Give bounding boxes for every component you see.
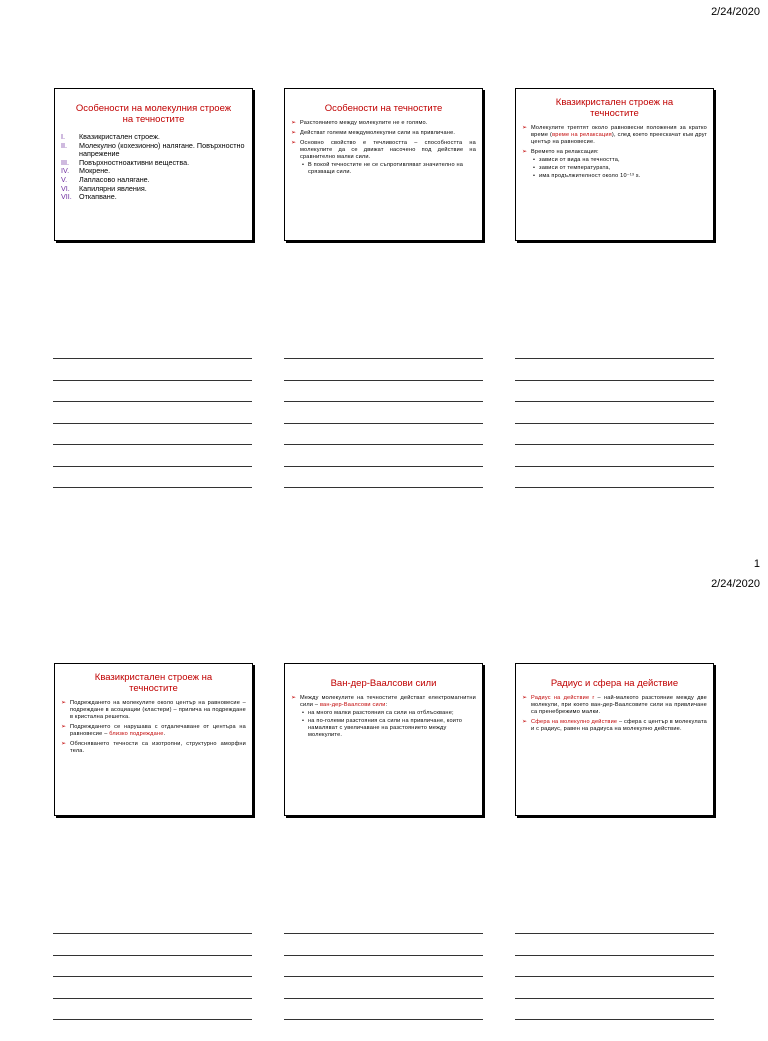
list-text: Мокрене. — [79, 166, 111, 176]
sub-item — [531, 157, 707, 164]
list-text: Откапване. — [79, 192, 117, 202]
bullet-item — [522, 695, 707, 716]
sub-item — [300, 710, 476, 717]
slide-5 — [284, 663, 483, 816]
list-number: V. — [61, 174, 68, 184]
highlight-term: време на релаксация — [552, 132, 612, 138]
bullet-item — [522, 719, 707, 733]
bullet-item — [291, 140, 476, 176]
bullet-text: Основно свойство е течливостта – способността на молекулите да се движат насочено под действие на сравнително малки сили. — [300, 140, 476, 160]
bullet-text: Между молекулите на течностите действат електромагнитни сили – — [300, 695, 476, 708]
sub-text: В покой течностите не се съпротивляват значително на срязващи сили. — [308, 162, 464, 175]
sub-list — [300, 162, 476, 176]
sub-item — [531, 173, 707, 180]
bullet-text: ), след което преескачат към друг център на равновесие. — [531, 132, 707, 145]
bullet-item — [61, 724, 246, 738]
note-lines — [515, 933, 714, 1041]
slide-3 — [515, 88, 714, 241]
sub-item — [300, 162, 476, 176]
highlight-term: Радиус на действие r — [531, 695, 595, 701]
list-number: III. — [61, 157, 69, 167]
bullet-item — [522, 125, 707, 146]
bullet-list — [61, 700, 246, 755]
slide-2 — [284, 88, 483, 241]
list-number: II. — [61, 140, 67, 150]
sub-text: зависи от вида на течността, — [539, 157, 620, 163]
list-number: VII. — [61, 192, 72, 202]
list-number: VI. — [61, 183, 70, 193]
bullet-text: – най-малкото разстояние между две молекули, при което ван-дер-Ваалсовите сили на привличане са пренебрежимо малки. — [531, 695, 707, 715]
bullet-list — [291, 695, 476, 739]
list-text: Молекулно (кохезионно) налягане. Повърхностно напрежение — [79, 140, 245, 159]
list-item — [61, 142, 246, 159]
list-item — [61, 193, 246, 202]
slide-title: Квазикристален строеж на течностите — [94, 672, 213, 694]
sub-list — [531, 157, 707, 180]
bullet-item — [291, 120, 476, 127]
list-text: Капилярни явления. — [79, 183, 147, 193]
bullet-text: . — [163, 731, 166, 737]
bullet-text: Подреждането на молекулите около център на равновесие – подреждане в асоциации (кластери) – прилича на подреждане в кристална решетка. — [70, 700, 246, 720]
bullet-text: – сфера с център в молекулата и с радиус, равен на радиуса на молекулно действие. — [531, 719, 707, 732]
sub-item — [531, 165, 707, 172]
note-lines — [284, 358, 483, 509]
roman-list — [61, 133, 246, 202]
list-text: Квазикристален строеж. — [79, 132, 160, 141]
sub-text: на по-големи разстояния са сили на привличане, които намаляват с увеличаване на разстоянието между молекулите. — [308, 718, 463, 738]
bullet-text: Молекулите трептят около равновесни положения за кратко време ( — [531, 125, 707, 138]
bullet-item — [522, 149, 707, 180]
bullet-text: : — [385, 702, 388, 708]
sub-text: има продължителност около 10⁻¹³ s. — [539, 173, 641, 179]
note-lines — [515, 358, 714, 509]
note-lines — [53, 933, 252, 1041]
sub-text: на много малки разстояния са сили на отблъскване; — [308, 710, 454, 716]
list-number: I. — [61, 132, 65, 141]
bullet-text: Разстоянието между молекулите не е голямо. — [300, 120, 428, 126]
bullet-list — [522, 695, 707, 733]
slide-title: Особености на течностите — [324, 103, 443, 114]
date-stamp: 2/24/2020 — [711, 578, 760, 590]
bullet-list — [291, 120, 476, 176]
list-text: Лапласово налягане. — [79, 174, 150, 184]
slide-title: Радиус и сфера на действие — [550, 678, 679, 689]
bullet-item — [291, 695, 476, 739]
list-text: Повърхностноактивни вещества. — [79, 157, 190, 167]
slide-1 — [54, 88, 253, 241]
bullet-item — [61, 741, 246, 755]
bullet-item — [291, 130, 476, 137]
sub-text: зависи от температурата, — [539, 165, 611, 171]
bullet-text: Времето на релаксация: — [531, 149, 599, 155]
page-number: 1 — [753, 558, 760, 570]
list-number: IV. — [61, 166, 70, 176]
highlight-term: ван-дер-Ваалсови сили — [319, 702, 386, 708]
slide-6 — [515, 663, 714, 816]
slide-title: Особености на молекулния строеж на течностите — [75, 103, 232, 125]
note-lines — [284, 933, 483, 1041]
bullet-item — [61, 700, 246, 721]
bullet-list — [522, 125, 707, 180]
sub-list — [300, 710, 476, 739]
note-lines — [53, 358, 252, 509]
slide-4 — [54, 663, 253, 816]
bullet-text: Подреждането се нарушава с отдалечаване от центъра на равновесие – — [70, 724, 246, 737]
date-stamp: 2/24/2020 — [711, 6, 760, 18]
bullet-text: Обясняването течности са изотропни, структурно аморфни тела. — [70, 741, 246, 754]
slide-title: Квазикристален строеж на течностите — [555, 97, 674, 119]
sub-item — [300, 718, 476, 739]
bullet-text: Действат големи междумолекулни сили на привличане. — [300, 130, 456, 136]
slide-title: Ван-дер-Ваалсови сили — [330, 678, 437, 689]
highlight-term: близко подреждане — [109, 731, 164, 737]
highlight-term: Сфера на молекулно действие — [531, 719, 618, 725]
